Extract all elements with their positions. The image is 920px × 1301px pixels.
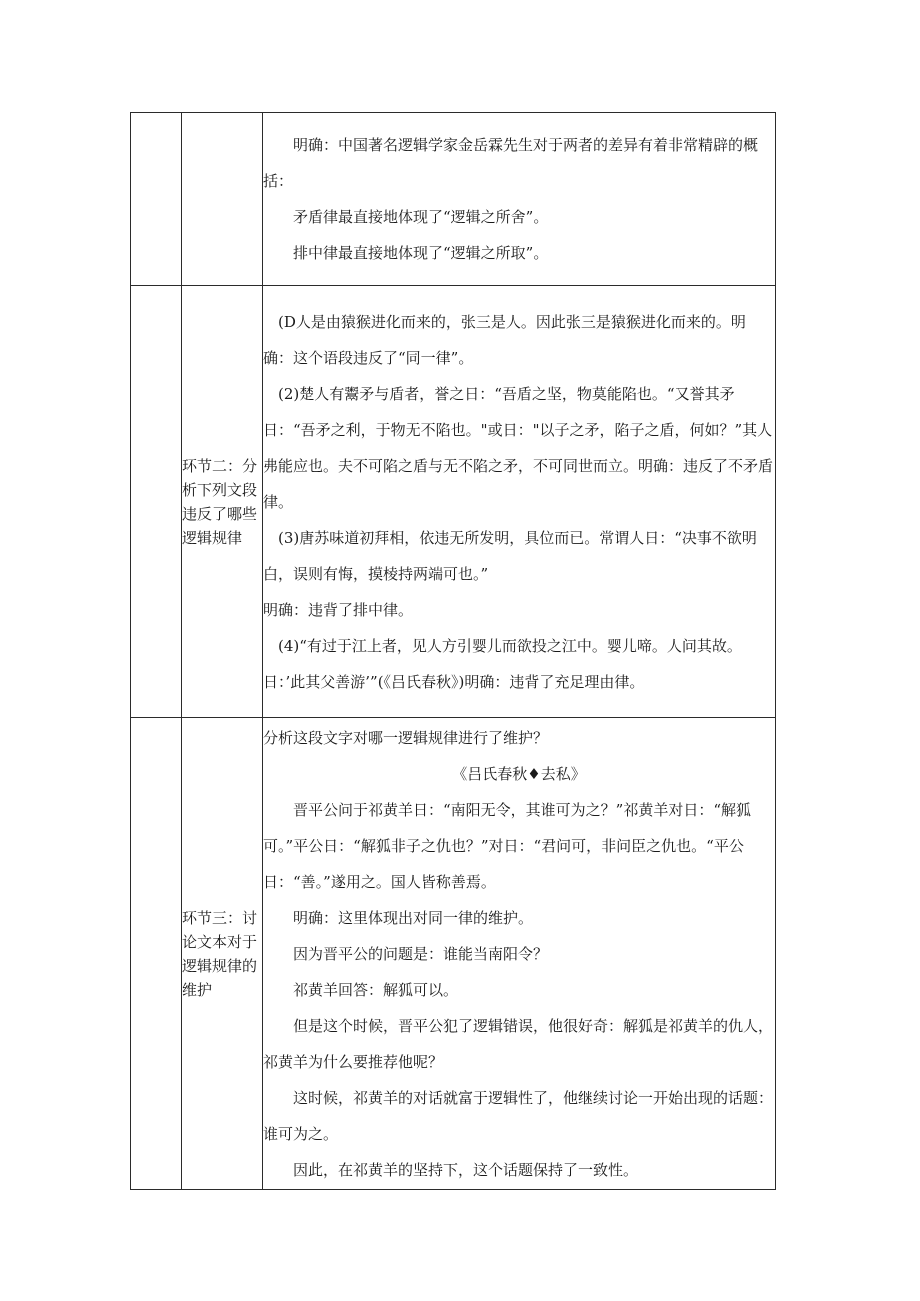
stage-label: 环节二：分析下列文段违反了哪些逻辑规律 [182, 456, 258, 547]
blank-cell [131, 286, 182, 718]
table-row [131, 718, 776, 1190]
paragraph: 祁黄羊回答：解狐可以。 [293, 980, 459, 999]
paragraph: 明确：违背了排中律。 [263, 600, 414, 619]
paragraph: 明确：这里体现出对同一律的维护。 [293, 908, 534, 927]
content-cell [263, 718, 776, 1190]
paragraph: (4)“有过于江上者，见人方引婴儿而欲投之江中。婴儿啼。人问其故。日：’此其父善游’”(《吕氏春秋》)明确：违背了充足理由律。 [263, 636, 742, 691]
paragraph: 因此，在祁黄羊的坚持下，这个话题保持了一致性。 [293, 1160, 639, 1179]
question-text: 分析这段文字对哪一逻辑规律进行了维护？ [263, 728, 549, 747]
paragraph: 这时候，祁黄羊的对话就富于逻辑性了，他继续讨论一开始出现的话题：谁可为之。 [263, 1088, 774, 1143]
blank-cell [131, 718, 182, 1190]
paragraph: (2)楚人有鬻矛与盾者，誉之日：“吾盾之坚，物莫能陷也。“又誉其矛日：“吾矛之利，于物无不陷也。"或日："以子之矛，陷子之盾，何如？”其人弗能应也。夫不可陷之盾与无不陷之矛，不可同世而立。明确：违反了不矛盾律。 [263, 384, 774, 511]
stage-cell [182, 286, 263, 718]
stage-cell [182, 718, 263, 1190]
table-row [131, 286, 776, 718]
blank-cell [131, 113, 182, 286]
paragraph: 排中律最直接地体现了“逻辑之所取”。 [293, 244, 549, 262]
paragraph: 但是这个时候，晋平公犯了逻辑错误，他很好奇：解狐是祁黄羊的仇人，祁黄羊为什么要推荐他呢？ [263, 1016, 774, 1071]
lesson-plan-table [130, 112, 776, 1190]
paragraph: (D人是由猿猴进化而来的，张三是人。因此张三是猿猴进化而来的。明确：这个语段违反了“同一律”。 [263, 312, 746, 367]
content-cell [263, 113, 776, 286]
source-title: 《吕氏春秋♦去私》 [452, 764, 586, 783]
paragraph: 明确：中国著名逻辑学家金岳霖先生对于两者的差异有着非常精辟的概括： [263, 136, 759, 190]
paragraph: 因为晋平公的问题是：谁能当南阳令？ [293, 944, 549, 963]
paragraph: (3)唐苏味道初拜相，依违无所发明，具位而已。常谓人日：“决事不欲明白，误则有悔，摸棱持两端可也。” [263, 528, 757, 583]
content-cell [263, 286, 776, 718]
stage-cell [182, 113, 263, 286]
stage-label: 环节三：讨论文本对于逻辑规律的维护 [182, 908, 258, 999]
paragraph: 矛盾律最直接地体现了“逻辑之所舍”。 [293, 208, 549, 226]
table-row [131, 113, 776, 286]
passage: 晋平公问于祁黄羊日：“南阳无令，其谁可为之？”祁黄羊对日：“解狐可。”平公日：“解狐非子之仇也？”对日：“君问可，非问臣之仇也。“平公日：“善。”遂用之。国人皆称善焉。 [263, 800, 752, 891]
